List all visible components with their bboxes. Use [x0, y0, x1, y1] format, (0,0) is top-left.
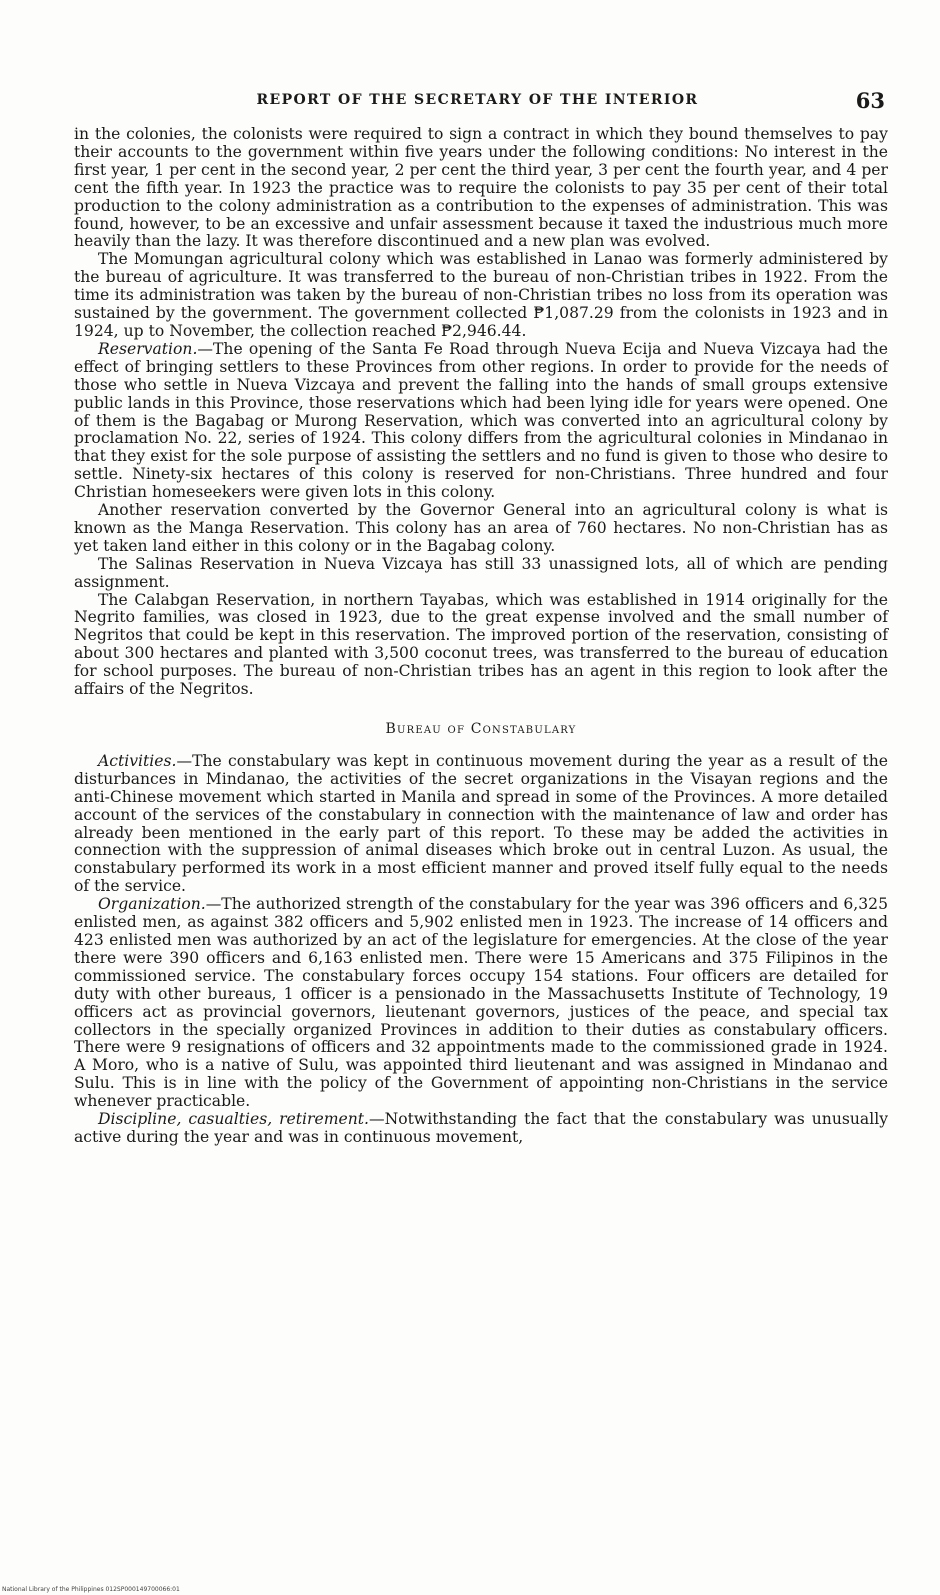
paragraph-manga-reservation: Another reservation converted by the Governor General into an agricultural colony is what is known as the Manga Reservation. This colony has an area of 760 hectares. No non-Christian has as yet taken land either in this colony or in the Bagabag colony.: [74, 501, 888, 555]
section-heading: Bureau of Constabulary: [385, 721, 577, 737]
paragraph-momungan-colony: The Momungan agricultural colony which was established in Lanao was formerly administered by the bureau of agriculture. It was transferred to the bureau of non-Christian tribes in 1922. From the time its administration was taken by the bureau of non-Christian tribes no loss from its operation was sustained by the government. The government collected ₱1,087.29 from the colonists in 1923 and in 1924, up to November, the collection reached ₱2,946.44.: [74, 250, 888, 340]
paragraph-organization: [74, 896, 888, 1111]
paragraph-calabgan-reservation: The Calabgan Reservation, in northern Tayabas, which was established in 1914 originally for the Negrito families, was closed in 1923, due to the great expense involved and the small number of Negritos that could be kept in this reservation. The improved portion of the reservation, consisting of about 300 hectares and planted with 3,500 coconut trees, was transferred to the bureau of education for school purposes. The bureau of non-Christian tribes has an agent in this region to look after the affairs of the Negritos.: [74, 590, 888, 699]
paragraph-activities-text: —The constabulary was kept in continuous movement during the year as a result of the disturbances in Mindanao, the activities of the secret organizations in the Visayan regions and the anti-Chinese movement which started in Manila and spread in some of the Provinces. A more detailed account of the services of the constabulary in connection with the maintenance of law and order has already been mentioned in the early part of this report. To these may be added the activities in connection with the suppression of animal diseases which broke out in central Luzon. As usual, the constabulary performed its work in a most efficient manner and proved itself fully equal to the needs of the service.: [74, 751, 888, 896]
paragraph-discipline: [74, 1111, 888, 1147]
paragraph-reservation: [74, 341, 888, 502]
running-head: [70, 88, 885, 118]
run-in-heading-discipline: Discipline, casualties, retirement.: [98, 1110, 369, 1129]
paragraph-organization-text: —The authorized strength of the constabulary for the year was 396 officers and 6,325 enlisted men, as against 382 officers and 5,902 enlisted men in 1923. The increase of 14 officers and 423 enlisted men was authorized by an act of the legislature for emergencies. At the close of the year there were 390 officers and 6,163 enlisted men. There were 15 Americans and 375 Filipinos in the commissioned service. The constabulary forces occupy 154 stations. Four officers are detailed for duty with other bureaus, 1 officer is a pensionado in the Massachusetts Institute of Technology, 19 officers act as provincial governors, lieutenant governors, justices of the peace, and special tax collectors in the specially organized Provinces in addition to their duties as constabulary officers. There were 9 resignations of officers and 32 appointments made to the commissioned grade in 1924. A Moro, who is a native of Sulu, was appointed third lieutenant and was assigned in Mindanao and Sulu. This is in line with the policy of the Government of appointing non-Christians in the service whenever practicable.: [74, 895, 888, 1111]
page-number: 63: [855, 88, 885, 113]
paragraph-discipline-text: —Notwithstanding the fact that the constabulary was unusually active during the year and was in continuous movement,: [74, 1110, 889, 1146]
paragraph-colony-contracts: in the colonies, the colonists were required to sign a contract in which they bound themselves to pay their accounts to the government within five years under the following conditions: No interest in the first year, 1 per cent in the second year, 2 per cent the third year, 3 per cent the fourth year, and 4 per cent the fifth year. In 1923 the practice was to require the colonists to pay 35 per cent of their total production to the colony administration as a contribution to the expenses of administration. This was found, however, to be an excessive and unfair assessment because it taxed the industrious much more heavily than the lazy. It was therefore discontinued and a new plan was evolved.: [74, 125, 888, 251]
paragraph-activities: [74, 753, 888, 896]
run-in-heading-reservation: Reservation.: [98, 339, 198, 358]
paragraph-reservation-text: —The opening of the Santa Fe Road through Nueva Ecija and Nueva Vizcaya had the effect of bringing settlers to these Provinces from other regions. In order to provide for the needs of those who settle in Nueva Vizcaya and prevent the falling into the hands of small groups extensive public lands in this Province, those reservations which had been lying idle for years were opened. One of them is the Bagabag or Murong Reservation, which was converted into an agricultural colony by proclamation No. 22, series of 1924. This colony differs from the agricultural colonies in Mindanao in that they exist for the sole purpose of assisting the settlers and no fund is given to those who desire to settle. Ninety-six hectares of this colony is reserved for non-Christians. Three hundred and four Christian homeseekers were given lots in this colony.: [74, 339, 888, 502]
body-text: [74, 126, 888, 1147]
library-imprint: National Library of the Philippines 012SP000149700066:01: [2, 1586, 180, 1593]
running-title: REPORT OF THE SECRETARY OF THE INTERIOR: [256, 92, 699, 108]
paragraph-salinas-reservation: The Salinas Reservation in Nueva Vizcaya has still 33 unassigned lots, all of which are pending assignment.: [74, 554, 888, 591]
run-in-heading-activities: Activities.: [98, 751, 177, 770]
run-in-heading-organization: Organization.: [98, 895, 206, 914]
